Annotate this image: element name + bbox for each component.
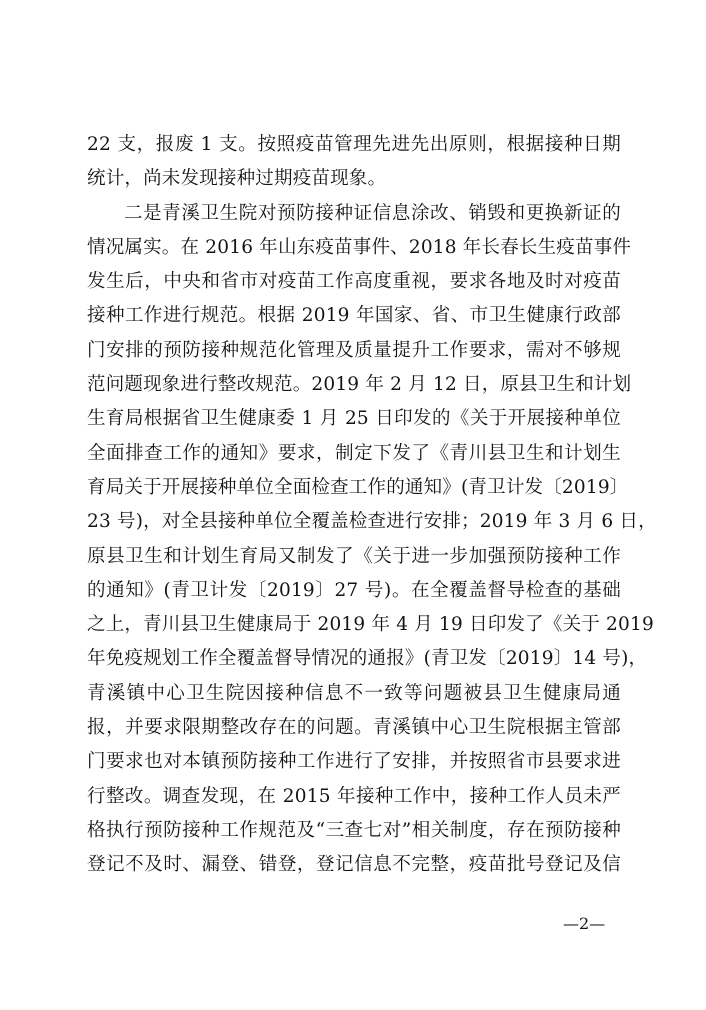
page-number: —2— — [563, 914, 606, 933]
text-line: 发生后，中央和省市对疫苗工作高度重视，要求各地及时对疫苗 — [87, 271, 621, 293]
text-line: 情况属实。在 2016 年山东疫苗事件、2018 年长春长生疫苗事件 — [87, 236, 632, 258]
text-line: 之上，青川县卫生健康局于 2019 年 4 月 19 日印发了《关于 2019 — [87, 614, 654, 636]
text-line: 报，并要求限期整改存在的问题。青溪镇中心卫生院根据主管部 — [87, 717, 621, 739]
text-line: 范问题现象进行整改规范。2019 年 2 月 12 日，原县卫生和计划 — [87, 374, 632, 396]
text-line: 行整改。调查发现，在 2015 年接种工作中，接种工作人员未严 — [87, 785, 621, 807]
text-line: 门要求也对本镇预防接种工作进行了安排，并按照省市县要求进 — [87, 751, 621, 773]
text-line: 生育局根据省卫生健康委 1 月 25 日印发的《关于开展接种单位 — [87, 408, 621, 430]
text-line: 的通知》(青卫计发〔2019〕27 号)。在全覆盖督导检查的基础 — [87, 579, 621, 601]
text-line: 原县卫生和计划生育局又制发了《关于进一步加强预防接种工作 — [87, 545, 621, 567]
text-line: 二是青溪卫生院对预防接种证信息涂改、销毁和更换新证的 — [124, 202, 621, 224]
text-line: 门安排的预防接种规范化管理及质量提升工作要求，需对不够规 — [87, 339, 621, 361]
text-line: 格执行预防接种工作规范及“三查七对”相关制度，存在预防接种 — [87, 819, 621, 841]
text-line: 年免疫规划工作全覆盖督导情况的通报》(青卫发〔2019〕14 号)， — [87, 648, 648, 670]
text-line: 青溪镇中心卫生院因接种信息不一致等问题被县卫生健康局通 — [87, 682, 621, 704]
text-line: 接种工作进行规范。根据 2019 年国家、省、市卫生健康行政部 — [87, 305, 621, 327]
text-line: 全面排查工作的通知》要求，制定下发了《青川县卫生和计划生 — [87, 442, 621, 464]
text-line: 登记不及时、漏登、错登，登记信息不完整，疫苗批号登记及信 — [87, 854, 621, 876]
text-line: 23 号)，对全县接种单位全覆盖检查进行安排；2019 年 3 月 6 日， — [87, 511, 657, 533]
text-line: 统计，尚未发现接种过期疫苗现象。 — [87, 168, 387, 190]
body-text — [87, 128, 657, 883]
text-line: 22 支，报废 1 支。按照疫苗管理先进先出原则，根据接种日期 — [87, 134, 621, 155]
text-line: 育局关于开展接种单位全面检查工作的通知》(青卫计发〔2019〕 — [87, 476, 629, 498]
